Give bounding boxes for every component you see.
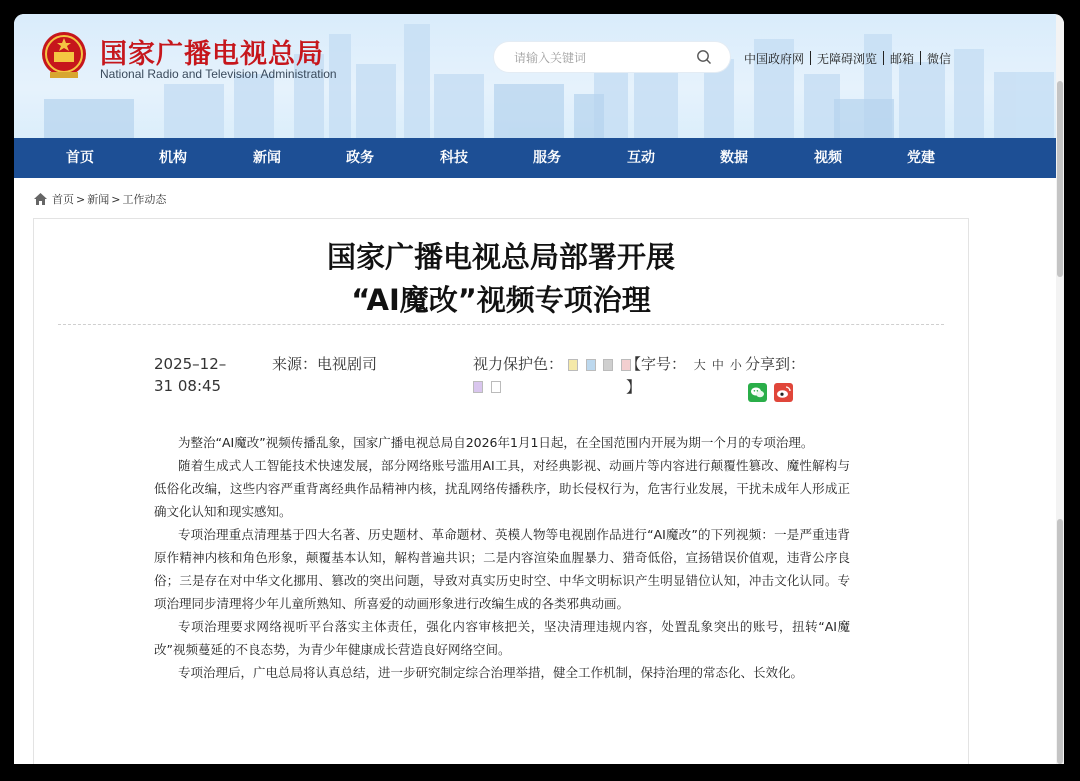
nav-item-technology[interactable]: 科技 — [440, 150, 468, 166]
article-paragraph: 专项治理后，广电总局将认真总结，进一步研究制定综合治理举措，健全工作机制，保持治理的常态化、长效化。 — [178, 665, 804, 680]
article-paragraph: 为整治“AI魔改”视频传播乱象，国家广播电视总局自2026年1月1日起，在全国范围内开展为期一个月的专项治理。 — [178, 435, 814, 450]
article-body — [154, 431, 850, 684]
article-title-line1: 国家广播电视总局部署开展 — [326, 240, 675, 274]
accessibility-link[interactable]: 无障碍浏览 — [817, 51, 878, 66]
search-input[interactable] — [512, 47, 696, 69]
article-container — [33, 218, 969, 764]
vision-protection-label: 视力保护色： — [473, 355, 564, 373]
breadcrumb-separator: > — [76, 192, 86, 206]
site-title[interactable]: 国家广播电视总局 — [100, 39, 324, 70]
weibo-icon[interactable] — [774, 383, 793, 402]
publish-date-line1: 2025–12– — [154, 355, 227, 373]
site-header — [14, 14, 1064, 138]
font-size-control — [626, 353, 746, 398]
national-emblem-icon — [40, 30, 88, 82]
font-size-large[interactable]: 大 — [693, 358, 706, 372]
search-icon[interactable] — [696, 49, 712, 65]
breadcrumb-news[interactable]: 新闻 — [87, 193, 110, 206]
divider — [920, 51, 921, 65]
scrollbar-thumb[interactable] — [1057, 81, 1063, 277]
swatch-gray[interactable] — [603, 359, 613, 371]
divider — [810, 51, 811, 65]
swatch-purple[interactable] — [473, 381, 483, 393]
article-source: 来源：电视剧司 — [272, 355, 378, 373]
swatch-yellow[interactable] — [568, 359, 578, 371]
vision-protection — [473, 353, 635, 397]
swatch-blue[interactable] — [586, 359, 596, 371]
font-size-label: 【字号： — [626, 355, 687, 373]
nav-item-interaction[interactable]: 互动 — [627, 150, 655, 166]
main-nav — [14, 138, 1056, 178]
nav-item-video[interactable]: 视频 — [814, 150, 842, 166]
share-label: 分享到： — [745, 355, 806, 373]
gov-site-link[interactable]: 中国政府网 — [744, 51, 805, 66]
wechat-icon[interactable] — [748, 383, 767, 402]
breadcrumb-separator: > — [111, 192, 121, 206]
font-size-medium[interactable]: 中 — [711, 358, 724, 372]
nav-item-party[interactable]: 党建 — [907, 150, 935, 166]
font-size-small[interactable]: 小 — [729, 358, 742, 372]
wechat-link[interactable]: 微信 — [927, 51, 952, 66]
article-paragraph: 随着生成式人工智能技术快速发展，部分网络账号滥用AI工具，对经典影视、动画片等内容进行颠覆性篡改、魔性解构与低俗化改编，这些内容严重背离经典作品精神内核，扰乱网络传播秩序，助长侵权行为，危害行业发展，干扰未成年人形成正确文化认知和现实感知。 — [154, 458, 850, 519]
divider — [883, 51, 884, 65]
nav-item-news[interactable]: 新闻 — [253, 150, 281, 166]
publish-date — [154, 353, 226, 397]
breadcrumb-home[interactable]: 首页 — [52, 193, 74, 206]
nav-item-data[interactable]: 数据 — [720, 150, 748, 166]
article-title-line2: “AI魔改”视频专项治理 — [351, 283, 651, 317]
browser-window — [14, 14, 1064, 764]
nav-item-home[interactable]: 首页 — [66, 150, 94, 166]
nav-item-services[interactable]: 服务 — [533, 150, 561, 166]
home-icon — [34, 193, 47, 205]
article-title — [34, 236, 968, 322]
title-divider — [58, 324, 944, 325]
nav-item-organization[interactable]: 机构 — [159, 150, 187, 166]
search-box — [494, 42, 730, 72]
breadcrumb — [34, 191, 166, 207]
nav-item-government-affairs[interactable]: 政务 — [346, 150, 374, 166]
breadcrumb-work-news[interactable]: 工作动态 — [122, 193, 167, 206]
swatch-white[interactable] — [491, 381, 501, 393]
site-title-english[interactable]: National Radio and Television Administration — [100, 67, 337, 81]
publish-date-line2: 31 08:45 — [154, 377, 222, 395]
mail-link[interactable]: 邮箱 — [890, 51, 915, 66]
top-links — [744, 50, 951, 66]
font-size-close: 】 — [626, 378, 642, 396]
article-paragraph: 专项治理要求网络视听平台落实主体责任，强化内容审核把关，坚决清理违规内容，处置乱象突出的账号，扭转“AI魔改”视频蔓延的不良态势，为青少年健康成长营造良好网络空间。 — [154, 619, 850, 657]
scrollbar-thumb-lower[interactable] — [1057, 519, 1063, 764]
article-paragraph: 专项治理重点清理基于四大名著、历史题材、革命题材、英模人物等电视剧作品进行“AI魔改”的下列视频：一是严重违背原作精神内核和角色形象，颠覆基本认知，解构普遍共识；二是内容渲染血腥暴力、猎奇低俗，宣扬错误价值观，违背公序良俗；三是存在对中华文化挪用、篡改的突出问题，导致对真实历史时空、中华文明标识产生明显错位认知，冲击文化认同。专项治理同步清理将少年儿童所熟知、所喜爱的动画形象进行改编生成的各类邪典动画。 — [154, 527, 850, 611]
